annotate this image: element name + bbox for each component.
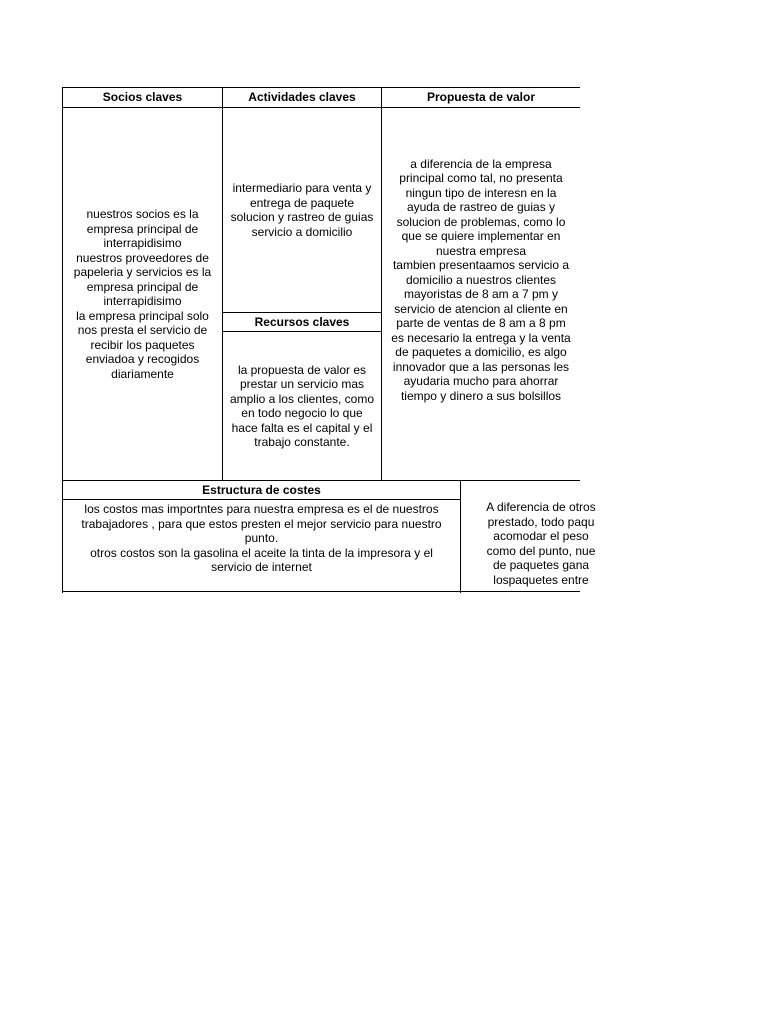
estructura-de-costes-text: los costos mas importntes para nuestra empresa es el de nuestros trabajadores , para que estos presten el mejor servicio para nuestro punto. otros costos son la gasolina el aceite la tinta de la impresora y el servicio de internet (81, 502, 442, 575)
propuesta-de-valor-text: a diferencia de la empresa principal como tal, no presenta ningun tipo de interesn en la ayuda de rastreo de guias y solucion de problemas, como lo que se quiere implementar en nuestra empresa tambien presentaamos servicio a domicilio a nuestros clientes mayoristas de 8 am a 7 pm y servicio de atencion al cliente en parte de ventas de 8 am a 8 pm es necesario la entrega y la venta de paquetes a domicilio, es algo innovador que a las personas les ayudaria mucho para ahorrar tiempo y dinero a sus bolsillos (391, 156, 571, 403)
header-estructura-de-costes: Estructura de costes (202, 482, 321, 497)
header-recursos-claves: Recursos claves (254, 314, 350, 329)
header-actividades-claves: Actividades claves (248, 90, 356, 105)
recursos-claves-text: la propuesta de valor es prestar un servicio mas amplio a los clientes, como en todo negocio lo que hace falta es el capital y el trabajo constante. (229, 362, 375, 449)
socios-claves-text: nuestros socios es la empresa principal de interrapidisimo nuestros proveedores de papeleria y servicios es la empresa principal de interrapidisimo la empresa principal solo nos presta el servicio de recibir los paquetes enviadoa y recogidos diariamente (73, 207, 212, 381)
header-socios-claves: Socios claves (102, 90, 183, 105)
business-model-canvas-table (62, 87, 596, 593)
actividades-claves-text: intermediario para venta y entrega de paquete solucion y rastreo de guias servicio a domicilio (230, 181, 374, 239)
header-propuesta-de-valor: Propuesta de valor (426, 90, 536, 105)
fuentes-de-ingreso-text-partial: A diferencia de otros prestado, todo paqu acomodar el peso como del punto, nue de paquetes gana lospaquetes entre (486, 500, 596, 587)
